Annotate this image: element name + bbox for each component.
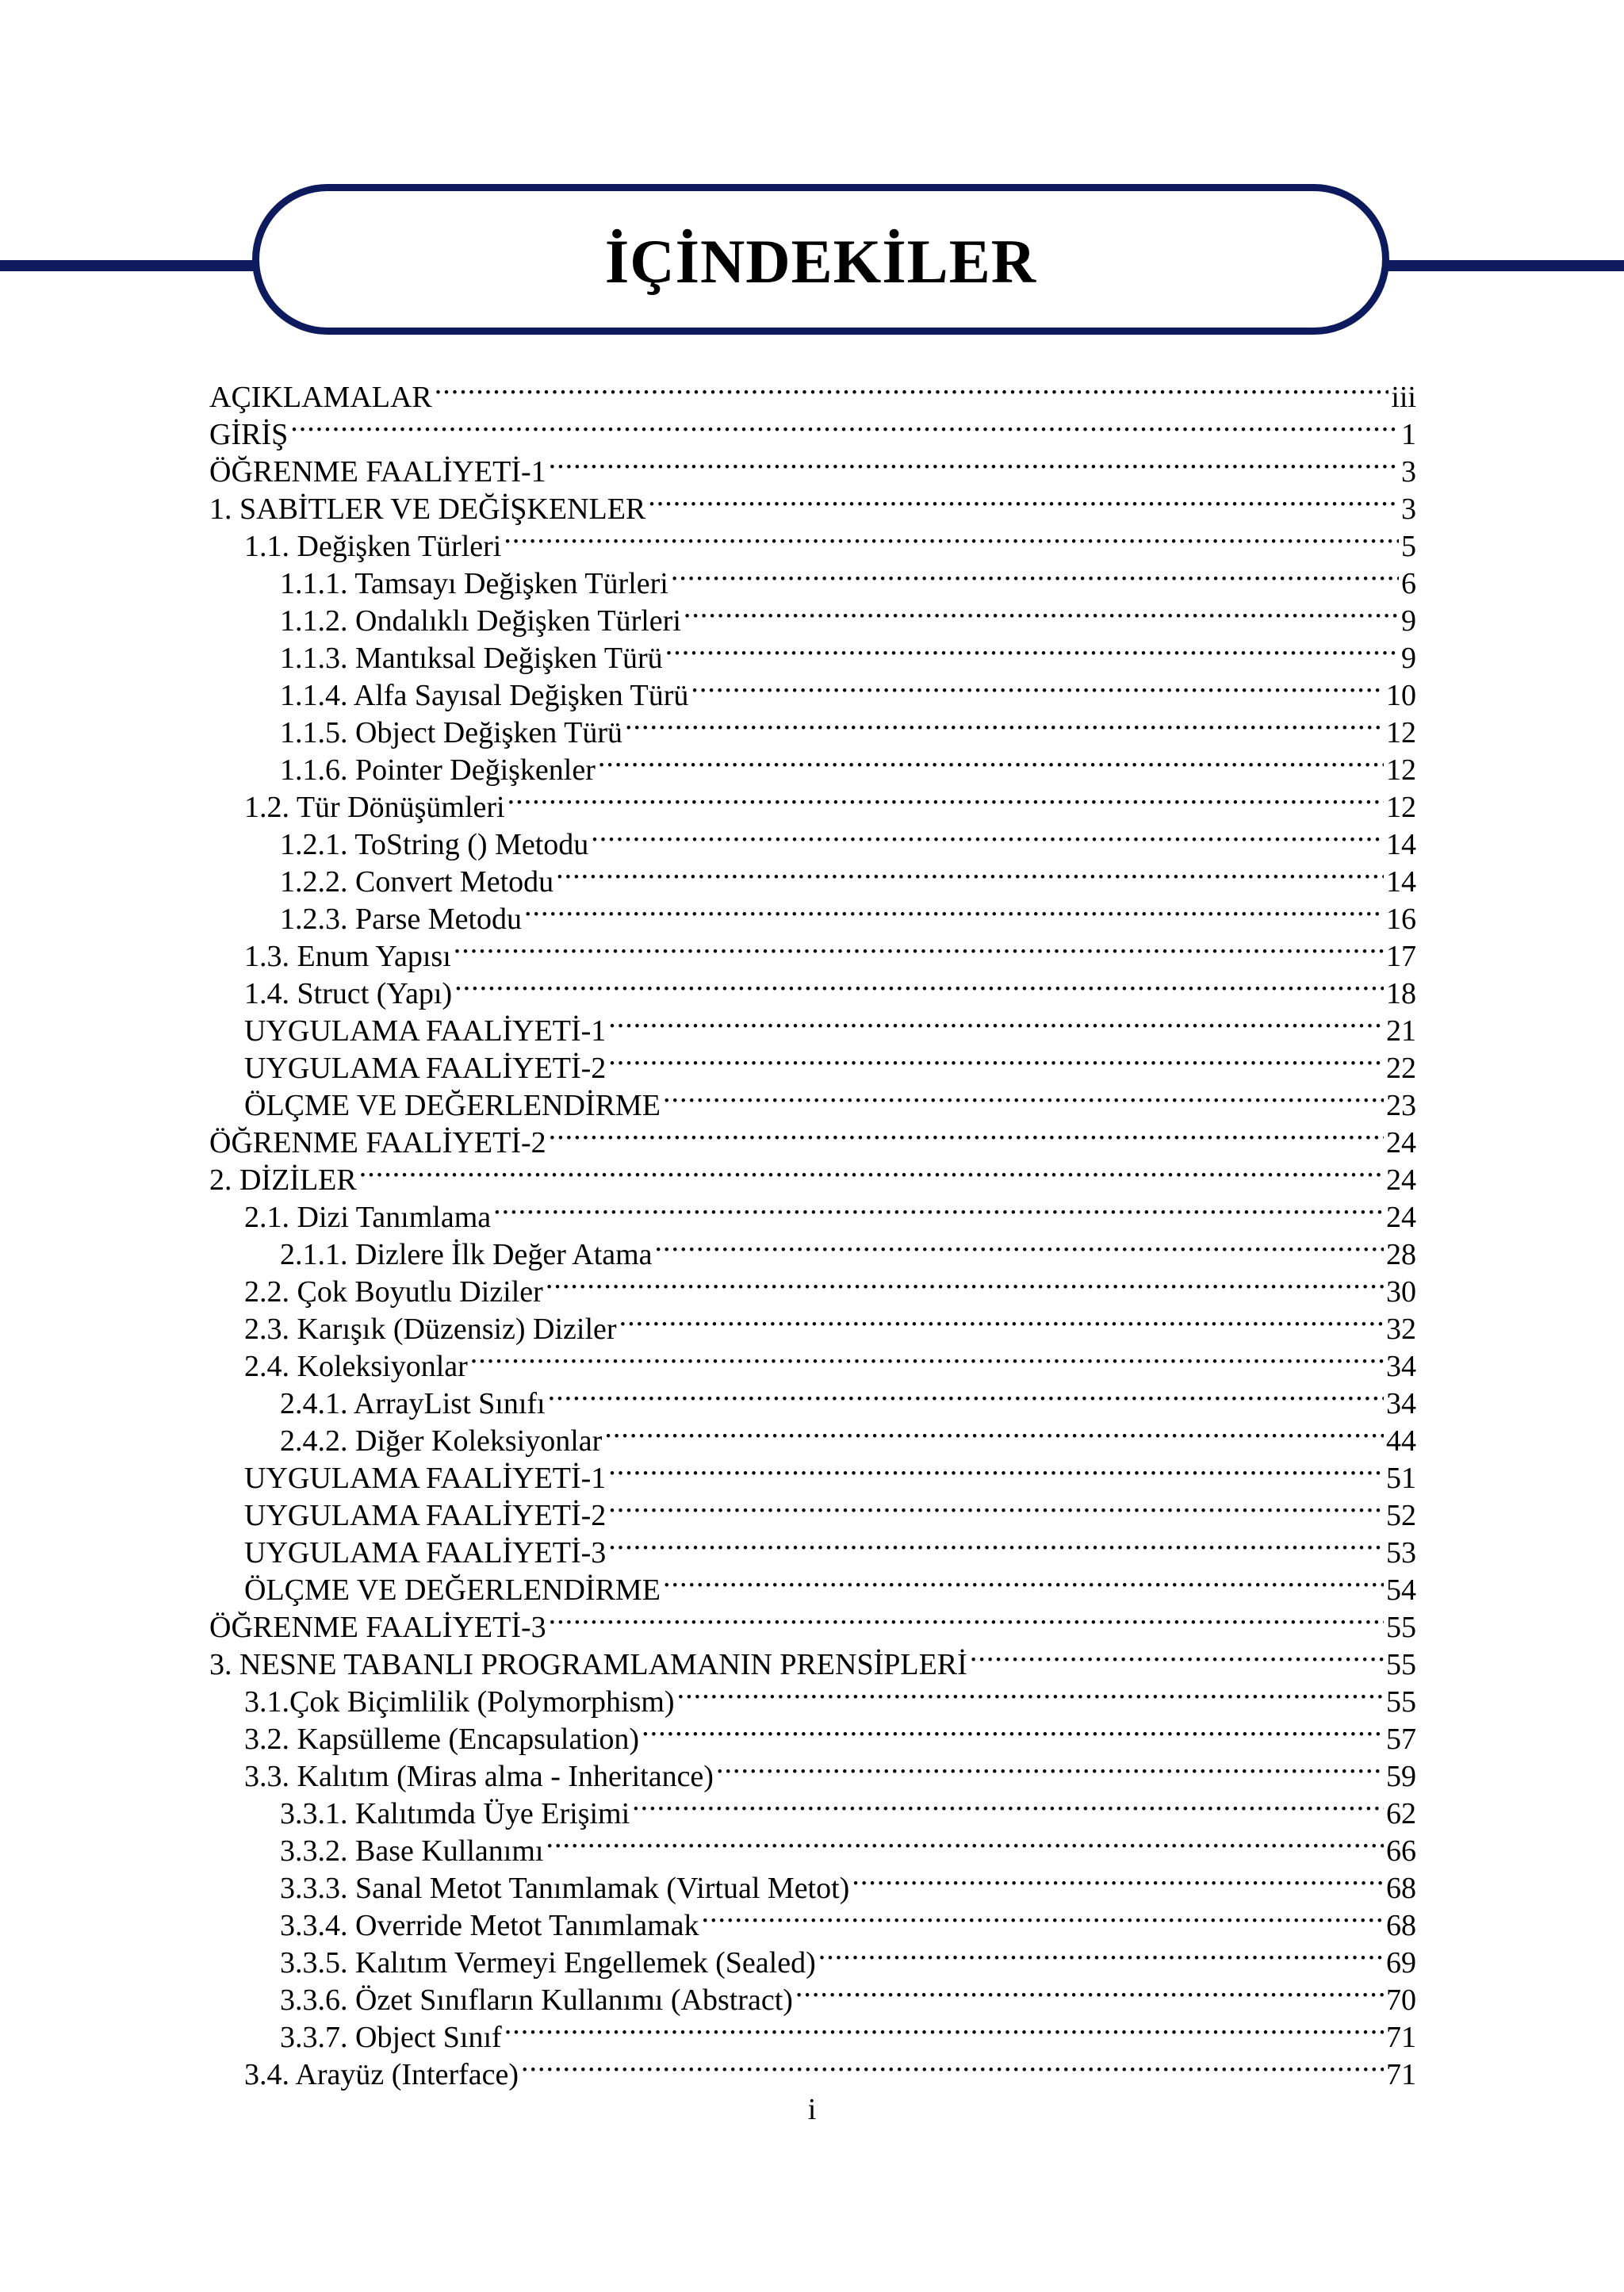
toc-dot-leader [663,1078,1384,1115]
toc-dot-leader [970,1637,1384,1674]
toc-entry-page: 22 [1386,1052,1416,1085]
toc-entry-page: 55 [1386,1611,1416,1644]
toc-dot-leader [625,705,1384,742]
toc-entry-title: 1.1.3. Mantıksal Değişken Türü [280,642,663,675]
toc-dot-leader [648,481,1399,519]
toc-entry-title: 1.1.1. Tamsayı Değişken Türleri [280,567,668,600]
toc-entry-title: 3.2. Kapsülleme (Encapsulation) [244,1723,640,1756]
toc-entry-page: 5 [1401,530,1416,563]
toc-entry-title: 3.3. Kalıtım (Miras alma - Inheritance) [244,1760,714,1793]
toc-entry[interactable] [209,407,1416,451]
toc-entry-page: 68 [1386,1909,1416,1942]
toc-entry-title: 1.1.2. Ondalıklı Değişken Türleri [280,604,681,638]
toc-dot-leader [671,556,1399,593]
toc-dot-leader [608,1525,1384,1562]
toc-entry-title: 1.3. Enum Yapısı [244,940,451,973]
toc-entry-title: UYGULAMA FAALİYETİ-2 [244,1499,607,1532]
toc-dot-leader [598,742,1384,780]
toc-entry-page: 62 [1386,1797,1416,1830]
toc-entry[interactable] [209,1152,1416,1197]
toc-dot-leader [549,1115,1384,1152]
toc-dot-leader [524,891,1384,929]
toc-entry-page: 12 [1386,716,1416,749]
toc-entry-page: 71 [1386,2058,1416,2091]
toc-entry-title: 3.3.4. Override Metot Tanımlamak [280,1909,699,1942]
toc-entry-title: UYGULAMA FAALİYETİ-3 [244,1536,607,1570]
toc-entry-title: 1.1.6. Pointer Değişkenler [280,753,596,787]
page-title: İÇİNDEKİLER [604,227,1037,296]
toc-entry-title: 2.4.2. Diğer Koleksiyonlar [280,1424,603,1458]
toc-entry-page: 21 [1386,1014,1416,1048]
toc-entry-page: 6 [1401,567,1416,600]
toc-entry-title: 3.3.7. Object Sınıf [280,2021,502,2054]
toc-entry-page: 16 [1386,903,1416,936]
toc-dot-leader [548,1376,1384,1413]
toc-dot-leader [702,1898,1384,1935]
toc-dot-leader [818,1935,1384,1972]
toc-dot-leader [454,929,1384,966]
toc-entry-page: 57 [1386,1723,1416,1756]
toc-dot-leader [556,854,1384,891]
toc-entry-title: 2.2. Çok Boyutlu Diziler [244,1275,543,1309]
toc-entry-title: 3. NESNE TABANLI PROGRAMLAMANIN PRENSİPLERİ [209,1648,967,1681]
toc-entry-page: 53 [1386,1536,1416,1570]
toc-entry-page: 9 [1401,604,1416,638]
page-number: i [807,2093,817,2126]
toc-dot-leader [642,1711,1384,1749]
toc-entry-page: 70 [1386,1983,1416,2017]
toc-entry-title: 3.3.2. Base Kullanımı [280,1834,544,1868]
toc-dot-leader [546,1264,1384,1301]
toc-entry-page: 69 [1386,1946,1416,1980]
toc-entry-title: 3.3.6. Özet Sınıfların Kullanımı (Abstract) [280,1983,793,2017]
toc-entry-title: 1. SABİTLER VE DEĞİŞKENLER [209,493,646,526]
toc-entry-title: 3.3.5. Kalıtım Vermeyi Engellemek (Sealed) [280,1946,816,1980]
toc-entry-page: 34 [1386,1350,1416,1383]
toc-entry-title: 1.2.2. Convert Metodu [280,865,554,899]
toc-entry-title: 3.3.1. Kalıtımda Üye Erişimi [280,1797,630,1830]
toc-entry-title: 1.2. Tür Dönüşümleri [244,791,505,824]
toc-entry-page: 9 [1401,642,1416,675]
toc-entry-page: 34 [1386,1387,1416,1420]
toc-dot-leader [608,1451,1384,1488]
toc-dot-leader [655,1227,1384,1264]
toc-entry-page: 66 [1386,1834,1416,1868]
toc-entry-page: 14 [1386,828,1416,861]
toc-dot-leader [359,1152,1384,1190]
toc-entry-page: 17 [1386,940,1416,973]
toc-entry-title: AÇIKLAMALAR [209,381,432,414]
toc-entry-title: 1.2.1. ToString () Metodu [280,828,589,861]
toc-entry-title: 3.1.Çok Biçimlilik (Polymorphism) [244,1685,675,1719]
toc-dot-leader [290,407,1399,444]
toc-entry-title: 1.2.3. Parse Metodu [280,903,523,936]
table-of-contents [209,370,1416,2091]
toc-entry-title: 2.1. Dizi Tanımlama [244,1201,492,1234]
toc-dot-leader [546,1823,1384,1861]
toc-dot-leader [549,1600,1384,1637]
toc-dot-leader [454,966,1384,1003]
toc-dot-leader [619,1301,1384,1339]
toc-entry-page: 55 [1386,1685,1416,1719]
toc-entry-page: 18 [1386,977,1416,1010]
toc-dot-leader [684,593,1399,630]
toc-entry-page: 23 [1386,1089,1416,1122]
toc-entry-title: 2.4.1. ArrayList Sınıfı [280,1387,546,1420]
toc-entry[interactable] [209,370,1416,414]
toc-entry-title: 3.3.3. Sanal Metot Tanımlamak (Virtual Metot) [280,1872,850,1905]
toc-entry-title: 3.4. Arayüz (Interface) [244,2058,519,2091]
toc-dot-leader [632,1786,1384,1823]
toc-entry-page: 24 [1386,1201,1416,1234]
toc-entry-page: 24 [1386,1163,1416,1197]
toc-entry-title: ÖLÇME VE DEĞERLENDİRME [244,1089,661,1122]
toc-entry-title: UYGULAMA FAALİYETİ-1 [244,1462,607,1495]
toc-dot-leader [435,370,1389,407]
toc-entry-page: 12 [1386,753,1416,787]
toc-entry-title: 2. DİZİLER [209,1163,357,1197]
toc-dot-leader [852,1861,1384,1898]
toc-entry-page: 54 [1386,1573,1416,1607]
toc-entry-page: 71 [1386,2021,1416,2054]
toc-dot-leader [591,817,1384,854]
toc-entry-title: 2.3. Karışık (Düzensiz) Diziler [244,1313,617,1346]
toc-dot-leader [691,668,1384,705]
toc-entry-page: 68 [1386,1872,1416,1905]
toc-dot-leader [549,444,1399,481]
toc-dot-leader [795,1972,1384,2010]
toc-entry-title: 2.1.1. Dizlere İlk Değer Atama [280,1238,653,1271]
toc-entry-page: 28 [1386,1238,1416,1271]
toc-entry-page: iii [1391,381,1416,414]
toc-entry-title: GİRİŞ [209,418,289,451]
toc-dot-leader [504,519,1399,556]
toc-entry[interactable] [209,444,1416,489]
toc-entry-page: 1 [1401,418,1416,451]
toc-entry-page: 14 [1386,865,1416,899]
toc-entry-page: 12 [1386,791,1416,824]
toc-entry-page: 52 [1386,1499,1416,1532]
toc-dot-leader [665,630,1399,668]
toc-dot-leader [521,2047,1384,2084]
title-box [252,184,1389,335]
toc-entry-page: 3 [1401,493,1416,526]
toc-dot-leader [663,1562,1384,1600]
toc-dot-leader [470,1339,1384,1376]
toc-dot-leader [608,1041,1384,1078]
toc-entry-page: 10 [1386,679,1416,712]
toc-entry-title: UYGULAMA FAALİYETİ-2 [244,1052,607,1085]
toc-entry-page: 30 [1386,1275,1416,1309]
toc-dot-leader [604,1413,1384,1451]
toc-dot-leader [504,2010,1384,2047]
toc-entry-page: 32 [1386,1313,1416,1346]
toc-entry-page: 24 [1386,1126,1416,1159]
toc-dot-leader [677,1674,1384,1711]
toc-entry-title: ÖĞRENME FAALİYETİ-2 [209,1126,546,1159]
toc-entry-title: 2.4. Koleksiyonlar [244,1350,468,1383]
toc-entry-title: 1.1.5. Object Değişken Türü [280,716,622,749]
toc-entry-title: ÖLÇME VE DEĞERLENDİRME [244,1573,661,1607]
toc-entry-page: 51 [1386,1462,1416,1495]
toc-dot-leader [716,1749,1384,1786]
toc-dot-leader [608,1003,1384,1041]
toc-dot-leader [508,780,1384,817]
toc-entry-title: ÖĞRENME FAALİYETİ-3 [209,1611,546,1644]
toc-entry-title: UYGULAMA FAALİYETİ-1 [244,1014,607,1048]
toc-entry-title: 1.1. Değişken Türleri [244,530,502,563]
toc-dot-leader [608,1488,1384,1525]
toc-entry-page: 3 [1401,455,1416,489]
toc-entry-title: ÖĞRENME FAALİYETİ-1 [209,455,546,489]
toc-entry[interactable] [209,1190,1416,1234]
toc-entry-page: 55 [1386,1648,1416,1681]
toc-entry-page: 44 [1386,1424,1416,1458]
toc-entry-title: 1.1.4. Alfa Sayısal Değişken Türü [280,679,689,712]
toc-dot-leader [493,1190,1384,1227]
toc-entry-title: 1.4. Struct (Yapı) [244,977,453,1010]
toc-entry-page: 59 [1386,1760,1416,1793]
